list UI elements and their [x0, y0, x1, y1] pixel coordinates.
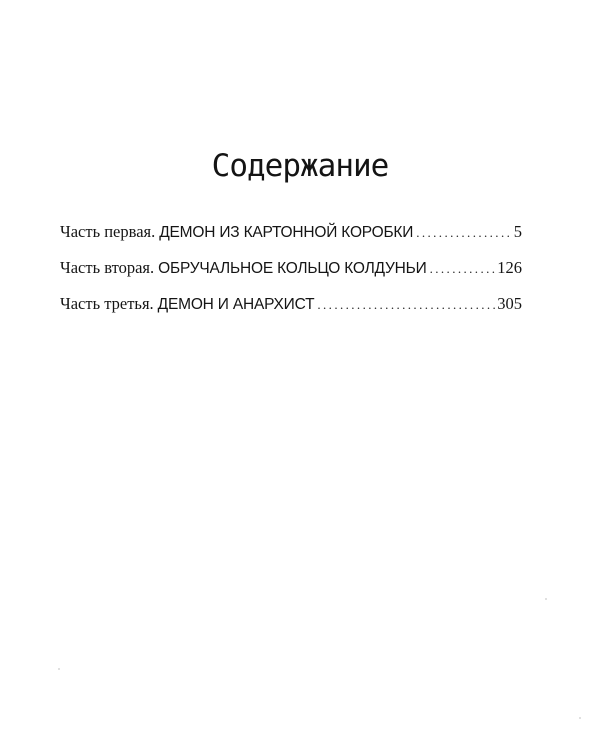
toc-entry-part-label: Часть третья. [60, 294, 154, 313]
toc-entry-part-label: Часть вторая. [60, 258, 155, 277]
toc-entry-title: ДЕМОН ИЗ КАРТОННОЙ КОРОБКИ [159, 224, 414, 241]
paper-speck [579, 717, 581, 719]
toc-entry-page-number: 5 [513, 222, 522, 241]
toc-entry-part-3 [60, 294, 522, 330]
toc-entry-part-2 [60, 258, 522, 294]
dot-leader [317, 297, 495, 313]
table-of-contents [60, 222, 522, 330]
toc-entry-title: ДЕМОН И АНАРХИСТ [157, 296, 315, 313]
dot-leader [416, 225, 512, 241]
page-title: Содержание [211, 148, 389, 184]
dot-leader [430, 261, 496, 277]
toc-entry-page-number: 305 [497, 294, 522, 313]
toc-entry-title: ОБРУЧАЛЬНОЕ КОЛЬЦО КОЛДУНЬИ [158, 260, 427, 277]
toc-entry-part-label: Часть первая. [60, 222, 156, 241]
paper-speck [545, 598, 547, 600]
toc-entry-page-number: 126 [497, 258, 522, 277]
toc-entry-part-1 [60, 222, 522, 258]
paper-speck [58, 668, 60, 670]
